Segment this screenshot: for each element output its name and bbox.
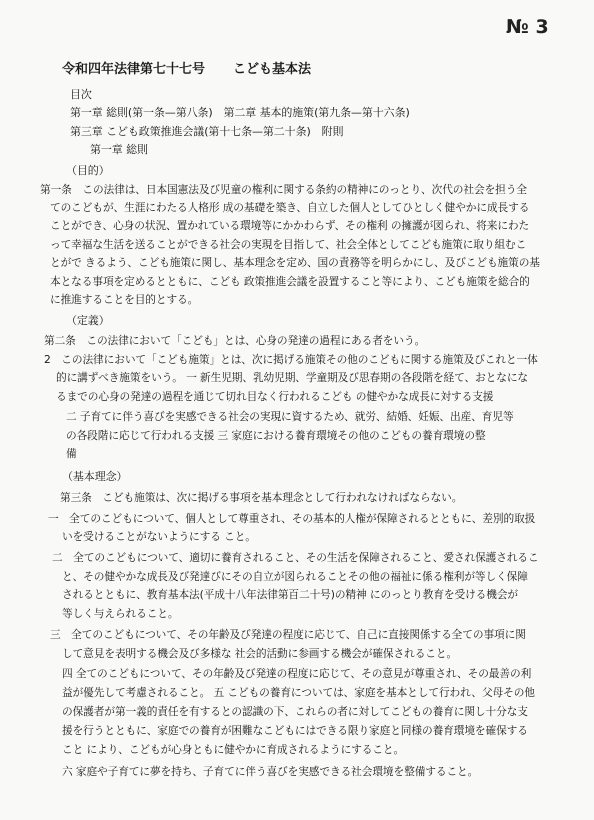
article-1-caption: （目的） xyxy=(66,164,110,177)
law-number: 令和四年法律第七十七号 xyxy=(62,62,206,77)
article-3-line: 援を行うとともに、家庭での養育が困難なこどもにはできる限り家庭と同様の養育環境を確保する xyxy=(62,724,528,737)
article-3-line: の保護者が第一義的責任を有するとの認識の下、これらの者に対してこどもの養育に関し十分な支 xyxy=(62,705,528,718)
article-2-line: 備 xyxy=(66,447,77,460)
article-1-line: 本となる事項を定めるとともに、こども 政策推進会議を設置すること等により、こども施策を総合的 xyxy=(50,275,530,288)
article-3-line: いを受けることがないようにする こと。 xyxy=(62,530,256,543)
chapter-1-heading: 第一章 総則 xyxy=(90,143,148,156)
article-3-line: と、その健やかな成長及び発達びにその自立が図られることその他の福祉に係る権利が等しく保障 xyxy=(62,570,528,583)
article-3-caption: （基本理念） xyxy=(62,470,128,483)
article-3-line: 三 全てのこどもについて、その年齢及び発達の程度に応じて、自己に直接関係する全ての事項に関 xyxy=(50,628,526,641)
article-3-line: 一 全てのこどもについて、個人として尊重され、その基本的人権が保障されるとともに、差別的取扱 xyxy=(48,512,536,525)
article-1-line: って幸福な生活を送ることができる社会の実現を目指して、社会全体としてこども施策に取り組むこ xyxy=(50,238,527,251)
law-title: こども基本法 xyxy=(233,62,312,77)
page-number: № 3 xyxy=(506,16,549,38)
article-3-line: 四 全てのこどもについて、その年齢及び発達の程度に応じて、その意見が尊重され、その最善の利 xyxy=(62,667,532,680)
article-1-line: ことができ、心身の状況、置かれている環境等にかかわらず、その権利 の擁護が図られ、将来にわた xyxy=(50,219,530,232)
article-3-line: して意見を表明する機会及び多様な 社会的活動に参画する機会が確保されること。 xyxy=(62,647,458,660)
article-2-line: 2 この法律において「こども施策」とは、次に掲げる施策その他のこどもに関する施策及びこれと一体 xyxy=(44,353,538,366)
article-3-line: 六 家庭や子育てに夢を持ち、子育てに伴う喜びを実感できる社会環境を整備すること。 xyxy=(62,765,479,778)
article-2-line: るまでの心身の発達の過程を通じて切れ目なく行われるこども の健やかな成長に対する支援 xyxy=(56,390,494,403)
article-2-line: 第二条 この法律において「こども」とは、心身の発達の過程にある者をいう。 xyxy=(44,334,426,347)
article-3-line: 二 全てのこどもについて、適切に養育されること、その生活を保障されること、愛され保護されるこ xyxy=(52,551,539,564)
article-2-line: の各段階に応じて行われる支援 三 家庭における養育環境その他のこどもの養育環境の整 xyxy=(66,429,486,442)
toc-line-1: 第一章 総則(第一条—第八条) 第二章 基本的施策(第九条—第十六条) xyxy=(70,106,410,119)
article-3-line: 益が優先して考慮されること。 五 こどもの養育については、家庭を基本として行われ、父母その他 xyxy=(62,686,535,699)
law-heading xyxy=(62,58,311,77)
toc-heading: 目次 xyxy=(70,88,92,101)
article-2-line: 的に講ずべき施策をいう。 一 新生児期、乳幼児期、学童期及び思春期の各段階を経て、おとなにな xyxy=(56,371,529,384)
article-1-line: てのこどもが、生涯にわたる人格形 成の基礎を築き、自立した個人としてひとしく健やかに成長する xyxy=(50,201,530,214)
article-3-line: 第三条 こども施策は、次に掲げる事項を基本理念として行われなければならない。 xyxy=(60,491,463,504)
article-1-line: に推進することを目的とする。 xyxy=(50,293,199,306)
toc-line-2: 第三章 こども政策推進会議(第十七条—第二十条) 附則 xyxy=(70,125,344,138)
article-3-line: されるとともに、教育基本法(平成十八年法律第百二十号)の精神 にのっとり教育を受ける機会が xyxy=(62,588,519,601)
article-3-line: こと により、こどもが心身ともに健やかに育成されるようにすること。 xyxy=(62,743,405,756)
article-2-caption: （定義） xyxy=(66,314,110,327)
article-1-line: とがで きるよう、こども施策に関し、基本理念を定め、国の責務等を明らかにし、及びこども施策の基 xyxy=(50,256,540,269)
article-1-line: 第一条 この法律は、日本国憲法及び児童の権利に関する条約の精神にのっとり、次代の社会を担う全 xyxy=(40,183,527,196)
article-2-line: 二 子育てに伴う喜びを実感できる社会の実現に資するため、就労、結婚、妊娠、出産、育児等 xyxy=(66,410,514,423)
article-3-line: 等しく与えられること。 xyxy=(62,607,179,620)
